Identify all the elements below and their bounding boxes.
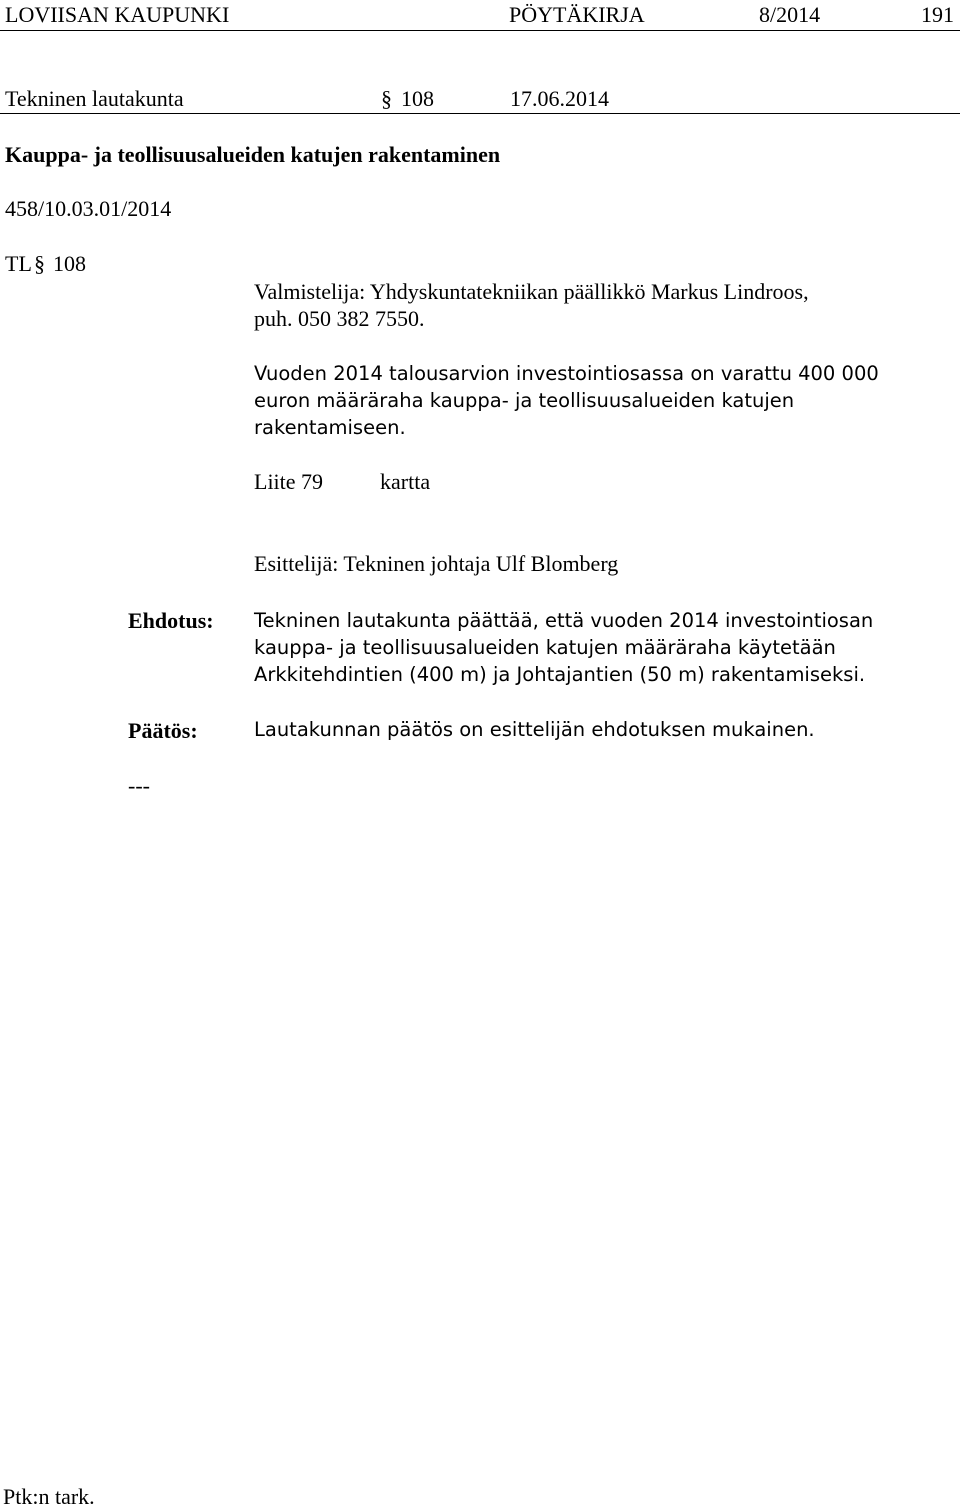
item-title: Kauppa- ja teollisuusalueiden katujen rakentaminen: [5, 142, 501, 167]
decision-label: Päätös:: [128, 718, 198, 743]
preparer-line: puh. 050 382 7550.: [254, 306, 425, 331]
budget-line: rakentamiseen.: [254, 416, 406, 439]
budget-paragraph: [254, 360, 879, 441]
meeting-date: 17.06.2014: [510, 86, 609, 111]
header-rule: [0, 30, 960, 31]
tl-label: TL: [5, 251, 32, 276]
section-symbol: §: [381, 86, 392, 111]
attachment-label: Liite 79: [254, 469, 324, 494]
attachment-value: kartta: [380, 469, 431, 494]
organization-name: LOVIISAN KAUPUNKI: [5, 2, 230, 27]
meeting-body: Tekninen lautakunta: [5, 86, 184, 111]
preparer-line: Valmistelija: Yhdyskuntatekniikan päällikkö Markus Lindroos,: [254, 279, 809, 304]
footer-note: Ptk:n tark.: [3, 1484, 95, 1509]
proposal-line: kauppa- ja teollisuusalueiden katujen määräraha käytetään: [254, 636, 836, 659]
tl-section-symbol: §: [34, 251, 45, 276]
budget-line: Vuoden 2014 talousarvion investointiosassa on varattu 400 000: [254, 362, 879, 385]
proposal-line: Arkkitehdintien (400 m) ja Johtajantien (50 m) rakentamiseksi.: [254, 663, 866, 686]
section-number: 108: [401, 86, 434, 111]
preparer-block: [254, 278, 809, 332]
document-number: 8/2014: [759, 2, 821, 27]
decision-text: Lautakunnan päätös on esittelijän ehdotuksen mukainen.: [254, 718, 815, 741]
proposal-label: Ehdotus:: [128, 608, 214, 633]
proposal-text: [254, 607, 873, 688]
budget-line: euron määräraha kauppa- ja teollisuusalueiden katujen: [254, 389, 795, 412]
document-type: PÖYTÄKIRJA: [509, 2, 645, 27]
reference-number: 458/10.03.01/2014: [5, 196, 172, 221]
page-number: 191: [921, 2, 954, 27]
meeting-rule: [0, 113, 960, 114]
tl-section-number: 108: [53, 251, 86, 276]
presenter: Esittelijä: Tekninen johtaja Ulf Blomberg: [254, 551, 619, 576]
separator: ---: [128, 773, 150, 798]
proposal-line: Tekninen lautakunta päättää, että vuoden 2014 investointiosan: [254, 609, 874, 632]
